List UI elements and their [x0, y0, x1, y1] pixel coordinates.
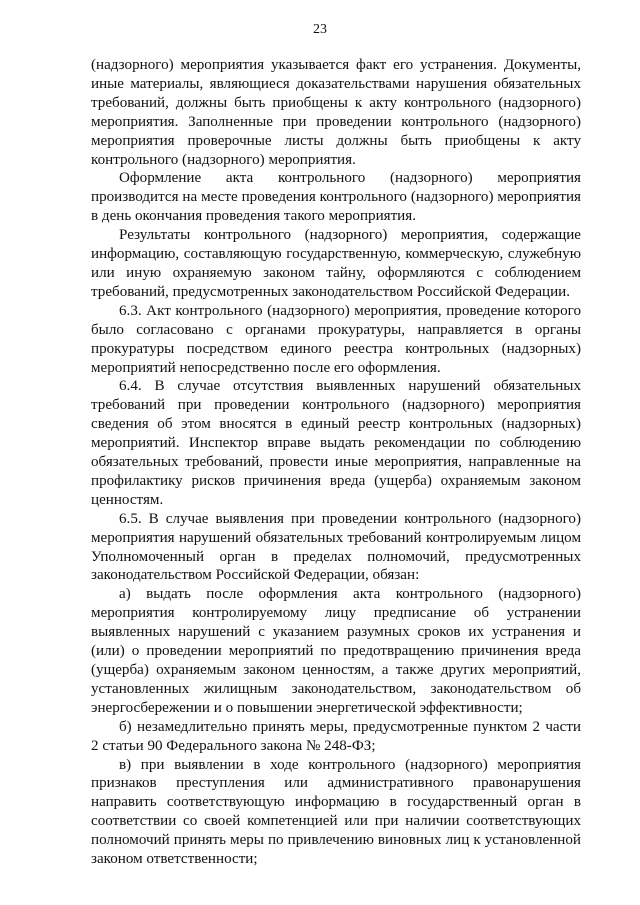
paragraph-6-5-v: в) при выявлении в ходе контрольного (надзорного) мероприятия признаков преступления или административного правонарушения направить соответствующую информацию в государственный орган в соответствии со своей компетенцией или при наличии соответствующих полномочий принять меры по привлечению виновных лиц к установленной законом ответственности; [91, 756, 581, 868]
paragraph-6-5: 6.5. В случае выявления при проведении контрольного (надзорного) мероприятия нарушений обязательных требований контролируемым лицом Уполномоченный орган в пределах полномочий, предусмотренных законодательством Российской Федерации, обязан: [91, 510, 581, 584]
paragraph-act-registration: Оформление акта контрольного (надзорного) мероприятия производится на месте проведения контрольного (надзорного) мероприятия в день окончания проведения такого мероприятия. [91, 170, 581, 225]
paragraph-continuation: (надзорного) мероприятия указывается факт его устранения. Документы, иные материалы, являющиеся доказательствами нарушения обязательных требований, должны быть приобщены к акту контрольного (надзорного) мероприятия. Заполненные при проведении контрольного (надзорного) мероприятия проверочные листы должны быть приобщены к акту контрольного (надзорного) мероприятия. [91, 57, 581, 168]
paragraph-secret-results: Результаты контрольного (надзорного) мероприятия, содержащие информацию, составляющую государственную, коммерческую, служебную или иную охраняемую законом тайну, оформляются с соблюдением требований, предусмотренных законодательством Российской Федерации. [91, 227, 581, 300]
paragraph-6-5-a: а) выдать после оформления акта контрольного (надзорного) мероприятия контролируемому лицу предписание об устранении выявленных нарушений с указанием разумных сроков их устранения и (или) о проведении мероприятий по предотвращению причинения вреда (ущерба) охраняемым законом ценностям, а также других мероприятий, установленных жилищным законодательством, законодательством об энергосбережении и о повышении энергетической эффективности; [91, 586, 581, 716]
document-body [91, 56, 581, 869]
paragraph-6-3: 6.3. Акт контрольного (надзорного) мероприятия, проведение которого было согласовано с органами прокуратуры, направляется в органы прокуратуры посредством единого реестра контрольных (надзорных) мероприятий непосредственно после его оформления. [91, 302, 581, 376]
paragraph-6-5-b: б) незамедлительно принять меры, предусмотренные пунктом 2 части 2 статьи 90 Федерального закона № 248-ФЗ; [91, 718, 581, 754]
page-number: 23 [313, 22, 327, 37]
paragraph-6-4: 6.4. В случае отсутствия выявленных нарушений обязательных требований при проведении контрольного (надзорного) мероприятия сведения об этом вносятся в единый реестр контрольных (надзорных) мероприятий. Инспектор вправе выдать рекомендации по соблюдению обязательных требований, провести иные мероприятия, направленные на профилактику рисков причинения вреда (ущерба) охраняемым законом ценностям. [91, 378, 581, 508]
